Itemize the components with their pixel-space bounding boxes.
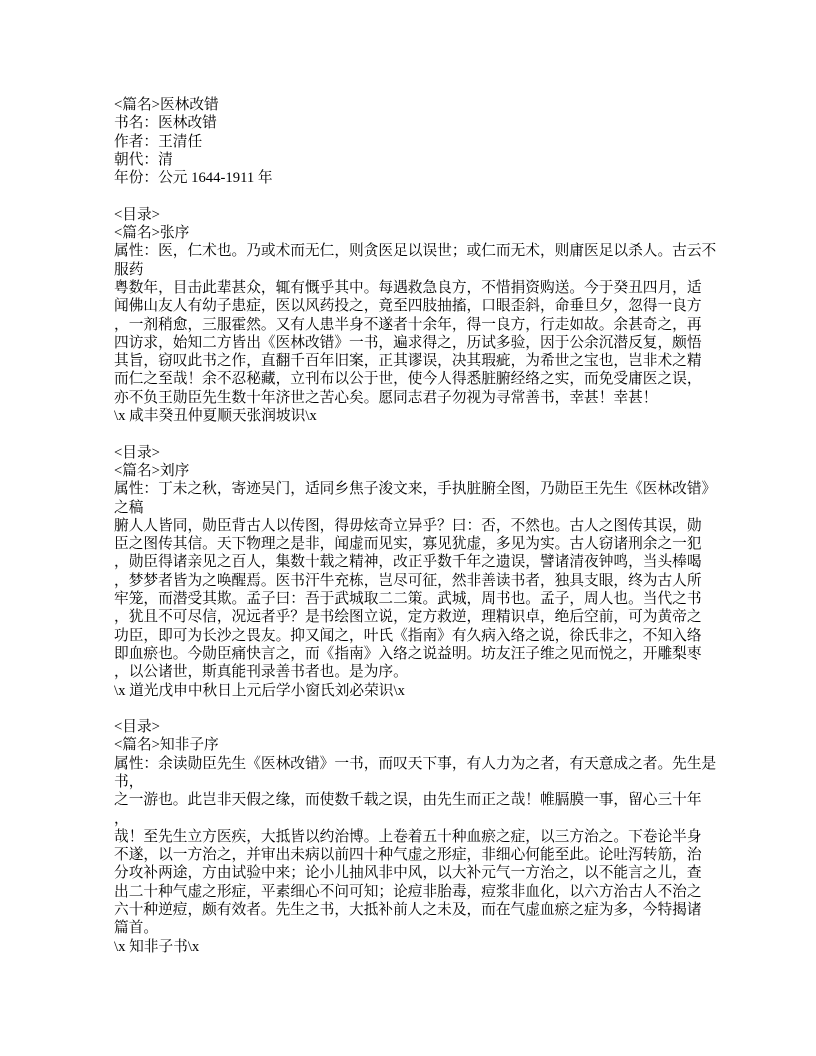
- body-line: 服药: [114, 261, 144, 278]
- toc-marker: <目录>: [114, 206, 160, 223]
- blank-line: [114, 700, 754, 718]
- body-line: 牢笼，而潜受其欺。孟子曰：吾于武城取二二策。武城，周书也。孟子，周人也。当代之书: [114, 591, 702, 608]
- body-line: 腑人人皆同，勋臣背古人以传图，得毋炫奇立异乎？曰：否，不然也。古人之图传其误，勋: [114, 517, 702, 534]
- body-line: ，以公诸世，斯真能刊录善书者也。是为序。: [114, 664, 408, 681]
- body-line: ，犹且不可尽信，况远者乎？是书绘图立说，定方救逆，理精识卓，绝后空前，可为黄帝之: [114, 609, 702, 626]
- body-line: 而仁之至哉！余不忍秘藏，立刊布以公于世，使今人得悉脏腑经络之实，而免受庸医之误，: [114, 371, 702, 388]
- section-title: <篇名>知非子序: [114, 737, 219, 754]
- body-line: 六十种逆痘，颇有效者。先生之书，大抵补前人之未及，而在气虚血瘀之症为多，今特揭诸: [114, 902, 702, 919]
- body-line: ，一剂稍愈，三服霍然。又有人患半身不遂者十余年，得一良方，行走如故。余甚奇之，再: [114, 316, 702, 333]
- toc-marker: <目录>: [114, 719, 160, 736]
- signature-line: \x 道光戊申中秋日上元后学小窗氏刘必荣识\x: [114, 682, 405, 699]
- body-line: 亦不负王勋臣先生数十年济世之苦心矣。愿同志君子勿视为寻常善书，幸甚！幸甚！: [114, 389, 658, 406]
- body-line: 出二十种气虚之形症，平素细心不问可知；论痘非胎毒，痘浆非血化，以六方治古人不治之: [114, 883, 702, 900]
- header-line: 年份：公元 1644-1911 年: [114, 170, 273, 187]
- body-line: 不遂，以一方治之，并审出未病以前四十种气虚之形症，非细心何能至此。论吐泻转筋，治: [114, 847, 702, 864]
- body-line: 属性：丁未之秋，寄迹吴门，适同乡焦子浚文来，手执脏腑全图，乃勋臣王先生《医林改错》: [114, 481, 717, 498]
- blank-line: [114, 187, 754, 205]
- body-line: 闻佛山友人有幼子患症，医以风药投之，竟至四肢抽搐，口眼歪斜，命垂旦夕，忽得一良方: [114, 298, 702, 315]
- body-line: 属性：医，仁术也。乃或术而无仁，则贪医足以误世；或仁而无术，则庸医足以杀人。古云不: [114, 243, 717, 260]
- body-line: 之稿: [114, 499, 144, 516]
- body-line: ，: [114, 810, 129, 827]
- text-content: [114, 96, 754, 956]
- body-line: 功臣，即可为长沙之畏友。抑又闻之，叶氏《指南》有久病入络之说，徐氏非之，不知入络: [114, 627, 702, 644]
- body-line: 之一游也。此岂非天假之缘，而使数千载之误，由先生而正之哉！帷膈膜一事，留心三十年: [114, 792, 702, 809]
- body-line: 即血瘀也。今勋臣痛快言之，而《指南》入络之说益明。坊友汪子维之见而悦之，开雕梨枣: [114, 645, 702, 662]
- body-line: ，勋臣得诸亲见之百人，集数十载之精神，改正乎数千年之遗误，譬诸清夜钟鸣，当头棒喝: [114, 554, 702, 571]
- body-line: 属性：余读勋臣先生《医林改错》一书，而叹天下事，有人力为之者，有天意成之者。先生是: [114, 755, 717, 772]
- body-line: 其旨，窃叹此书之作，直翻千百年旧案，正其谬误，决其瑕疵，为希世之宝也，岂非术之精: [114, 353, 702, 370]
- body-line: 粤数年，目击此辈甚众，辄有慨乎其中。每遇救急良方，不惜捐资购送。今于癸丑四月，适: [114, 279, 702, 296]
- blank-line: [114, 425, 754, 443]
- body-line: 哉！至先生立方医疾，大抵皆以约治博。上卷着五十种血瘀之症，以三方治之。下卷论半身: [114, 828, 702, 845]
- header-line: 朝代：清: [114, 151, 173, 168]
- toc-marker: <目录>: [114, 444, 160, 461]
- body-line: ，梦梦者皆为之唤醒焉。医书汗牛充栋，岂尽可征，然非善读书者，独具支眼，终为古人所: [114, 572, 702, 589]
- signature-line: \x 知非子书\x: [114, 938, 200, 955]
- section-title: <篇名>张序: [114, 225, 190, 242]
- header-line: <篇名>医林改错: [114, 97, 219, 113]
- body-line: 臣之图传其信。天下物理之是非，闻虚而见实，寡见犹虚，多见为实。古人窃诸刑余之一犯: [114, 536, 702, 553]
- body-line: 篇首。: [114, 920, 159, 937]
- section-title: <篇名>刘序: [114, 462, 190, 479]
- signature-line: \x 咸丰癸丑仲夏顺天张润坡识\x: [114, 408, 317, 425]
- header-line: 作者：王清任: [114, 133, 203, 150]
- body-line: 书，: [114, 773, 144, 790]
- body-line: 分攻补两途，方由试验中来；论小儿抽风非中风，以大补元气一方治之，以不能言之儿，查: [114, 865, 702, 882]
- body-line: 四访求，始知二方皆出《医林改错》一书，遍求得之，历试多验，因于公余沉潜反复，颇悟: [114, 334, 702, 351]
- header-line: 书名：医林改错: [114, 115, 217, 132]
